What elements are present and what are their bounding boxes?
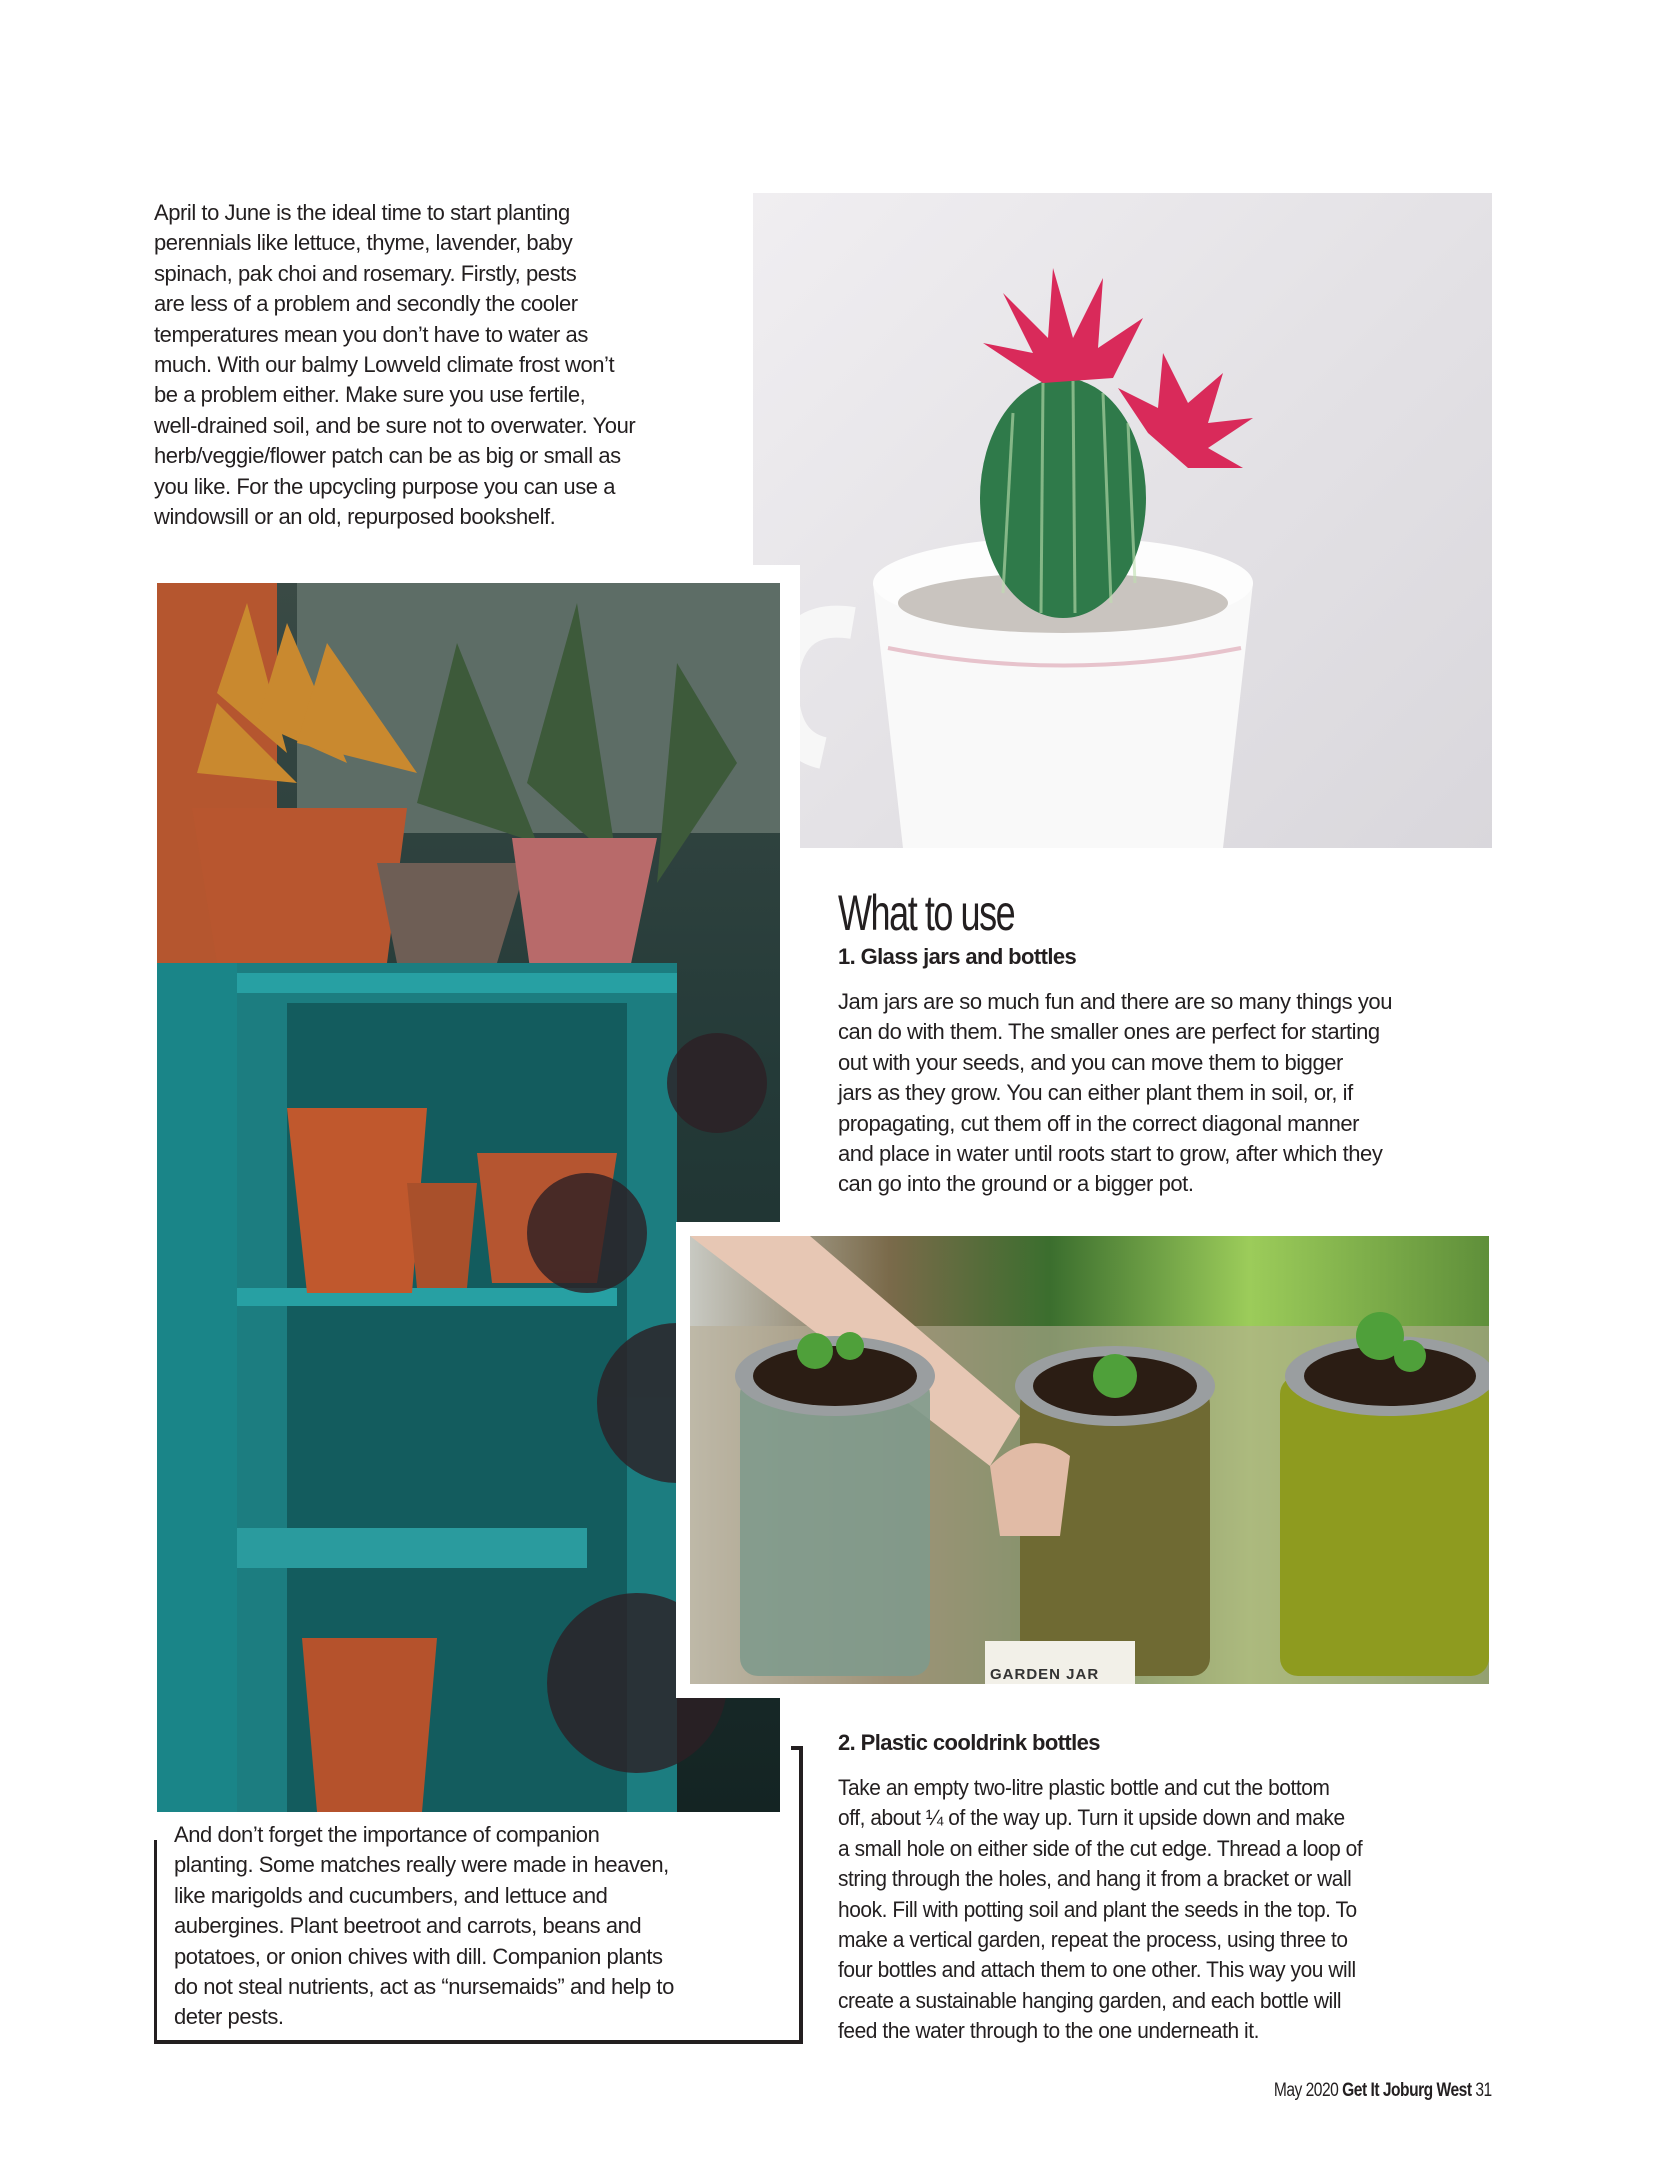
text-line: you like. For the upcycling purpose you can use a [154, 473, 616, 499]
text-line: feed the water through to the one underneath it. [838, 2018, 1260, 2044]
text-line: do not steal nutrients, act as “nursemaids” and help to [174, 1974, 674, 2000]
text-line: four bottles and attach them to one other. This way you will [838, 1957, 1356, 1983]
text-line: aubergines. Plant beetroot and carrots, beans and [174, 1913, 642, 1939]
garden-jar-label: GARDEN JAR [990, 1666, 1100, 1683]
text-line: Jam jars are so much fun and there are so many things you [838, 989, 1392, 1014]
text-line: create a sustainable hanging garden, and each bottle will [838, 1987, 1342, 2013]
text-line: well-drained soil, and be sure not to overwater. Your [154, 412, 636, 438]
text-line: out with your seeds, and you can move them to bigger [838, 1049, 1343, 1075]
page-number: 31 [1475, 2080, 1492, 2101]
text-line: like marigolds and cucumbers, and lettuce and [174, 1882, 608, 1908]
item2-paragraph [838, 1773, 1362, 2047]
text-line: are less of a problem and secondly the cooler [154, 291, 578, 317]
text-line: perennials like lettuce, thyme, lavender, baby [154, 230, 573, 256]
text-line: and place in water until roots start to grow, after which they [838, 1141, 1383, 1167]
text-line: April to June is the ideal time to start planting [154, 200, 570, 225]
bracket-bottom-rule [154, 2040, 803, 2044]
footer-publication: Get It Joburg West [1342, 2080, 1472, 2101]
text-line: deter pests. [174, 2004, 284, 2030]
footer-date: May 2020 [1274, 2080, 1339, 2101]
item2-heading: 2. Plastic cooldrink bottles [838, 1730, 1100, 1755]
text-line: make a vertical garden, repeat the process, using three to [838, 1927, 1348, 1953]
intro-paragraph [154, 198, 635, 532]
text-line: string through the holes, and hang it from a bracket or wall [838, 1866, 1352, 1892]
text-line: much. With our balmy Lowveld climate frost won’t [154, 352, 615, 378]
text-line: spinach, pak choi and rosemary. Firstly, pests [154, 260, 577, 286]
bracket-left-rule [154, 1840, 157, 2044]
text-line: be a problem either. Make sure you use fertile, [154, 382, 586, 408]
text-line: can do with them. The smaller ones are perfect for starting [838, 1019, 1380, 1045]
text-line: temperatures mean you don’t have to water as [154, 321, 588, 347]
section-title: What to use [838, 885, 1015, 941]
text-line: a small hole on either side of the cut edge. Thread a loop of [838, 1835, 1363, 1861]
text-line: herb/veggie/flower patch can be as big or small as [154, 443, 621, 469]
text-line: off, about ¼ of the way up. Turn it upside down and make [838, 1805, 1345, 1831]
mason-jars-seedlings-photo [690, 1236, 1489, 1684]
text-line: And don’t forget the importance of companion [174, 1822, 600, 1847]
text-line: Take an empty two-litre plastic bottle and cut the bottom [838, 1775, 1330, 1800]
item1-heading: 1. Glass jars and bottles [838, 944, 1077, 969]
text-line: propagating, cut them off in the correct diagonal manner [838, 1110, 1360, 1136]
page-footer [1274, 2080, 1492, 2102]
companion-paragraph [174, 1820, 674, 2033]
item1-paragraph [838, 987, 1392, 1200]
cactus-mug-photo [753, 193, 1492, 848]
text-line: hook. Fill with potting soil and plant the seeds in the top. To [838, 1896, 1357, 1922]
text-line: jars as they grow. You can either plant them in soil, or, if [838, 1080, 1353, 1106]
text-line: can go into the ground or a bigger pot. [838, 1171, 1194, 1197]
text-line: planting. Some matches really were made in heaven, [174, 1852, 669, 1878]
text-line: potatoes, or onion chives with dill. Companion plants [174, 1943, 663, 1969]
text-line: windowsill or an old, repurposed bookshelf. [154, 504, 556, 530]
bracket-right-rule [799, 1746, 803, 2044]
bracket-tick [791, 1746, 801, 1750]
